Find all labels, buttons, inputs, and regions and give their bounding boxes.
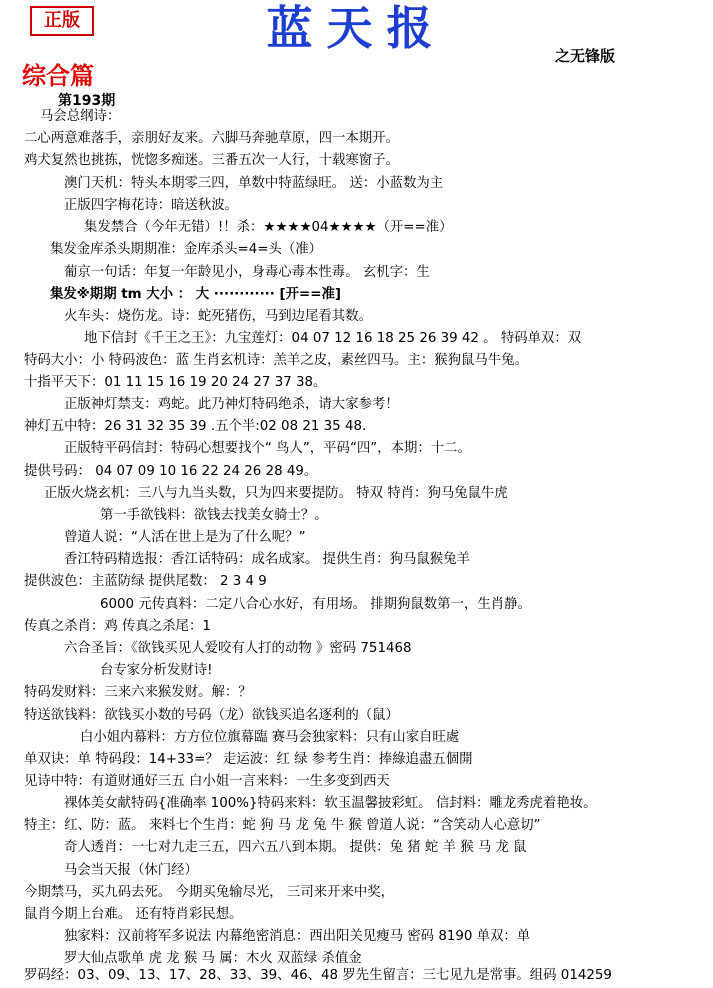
text-line: 六合圣旨：《欲钱买见人爱咬有人打的动物 》密码 751468	[64, 641, 412, 656]
text-line: 集发金库杀头期期准：金库杀头=4=头（准）	[50, 242, 322, 257]
text-line: 神灯五中特：26 31 32 35 39 .五个半:02 08 21 35 48.	[24, 419, 367, 434]
text-line: 提供波色：主蓝防绿 提供尾数： 2 3 4 9	[24, 574, 267, 589]
text-line: 罗大仙点歌单 虎 龙 猴 马 属：木火 双蓝绿 杀值金	[64, 951, 362, 966]
text-line: 马会总纲诗：	[40, 109, 121, 124]
newspaper-title: 蓝天报	[266, 1, 447, 55]
text-line: 白小姐内幕料：方方位位旗幕臨 赛马会独家料：只有山家自旺處	[80, 730, 460, 745]
text-line: 特主：红、防：蓝。 来料七个生肖：蛇 狗 马 龙 兔 牛 猴 曾道人说：“含笑动人心意切”	[24, 818, 541, 833]
text-line: 葡京一句话：年复一年龄见小，身毒心毒本性毒。 玄机字：生	[64, 265, 430, 280]
edition-badge: 正版	[30, 6, 94, 36]
text-line: 奇人透肖：一七对九走三五，四六五八到本期。 提供：兔 猪 蛇 羊 猴 马 龙 鼠	[64, 840, 527, 855]
text-line: 罗码经：03、09、13、17、28、33、39、46、48 罗先生留言：三七见九是常事。组码 014259	[24, 968, 612, 983]
section-title: 综合篇	[22, 61, 94, 90]
text-line: 集发※期期 tm 大小 ： 大 ············ [开==准]	[50, 287, 341, 302]
text-line: 香江特码精选报：香江话特码：成名成家。 提供生肖：狗马鼠猴兔羊	[64, 552, 470, 567]
text-line: 台专家分析发财诗!	[100, 663, 213, 678]
text-line: 鸡犬复然也挑拣，恍惚多痴迷。三番五次一人行，十载寒窗子。	[24, 153, 399, 168]
text-line: 单双诀：单 特码段：14+33=？ 走运波：红 绿 参考生肖：捧綠追盡五個開	[24, 752, 473, 767]
text-line: 正版四字梅花诗：暗送秋波。	[64, 198, 239, 213]
text-line: 澳门天机：特头本期零三四，单数中特蓝绿旺。 送：小蓝数为主	[64, 176, 444, 191]
text-line: 传真之杀肖：鸡 传真之杀尾：1	[24, 619, 211, 634]
text-line: 裸体美女献特码{准确率 100%}特码来料：软玉温馨披彩虹。 信封料：雕龙秀虎着艳妆。	[64, 796, 597, 811]
text-line: 火车头：烧伤龙。诗：蛇死猪伤，马到边尾看其数。	[64, 309, 372, 324]
text-line: 二心两意难落手，亲朋好友来。六脚马奔驰草原，四一本期开。	[24, 131, 399, 146]
text-line: 正版特平码信封：特码心想要找个“ 鸟人”，平码“四”，本期：十二。	[64, 441, 471, 456]
text-line: 地下信封《千王之王》：九宝莲灯：04 07 12 16 18 25 26 39 42 。 特码单双：双	[84, 331, 582, 346]
text-line: 曾道人说：“人活在世上是为了什么呢？”	[64, 530, 306, 545]
issue-number: 第193期	[58, 93, 116, 109]
text-line: 集发禁合（今年无错）!！杀：★★★★04★★★★（开==准）	[84, 220, 453, 235]
text-line: 第一手欲钱料：欲钱去找美女骑士？。	[100, 508, 328, 523]
text-line: 特码发财料：三来六来猴发财。解：？	[24, 685, 252, 700]
text-line: 正版神灯禁支：鸡蛇。此乃神灯特码绝杀，请大家参考！	[64, 397, 399, 412]
text-line: 提供号码： 04 07 09 10 16 22 24 26 28 49。	[24, 464, 318, 479]
text-line: 特码大小：小 特码波色：蓝 生肖玄机诗：羔羊之皮，素丝四马。主：猴狗鼠马牛兔。	[24, 353, 528, 368]
text-line: 独家料：汉前将军多说法 内幕绝密消息：西出阳关见瘦马 密码 8190 单双：单	[64, 929, 531, 944]
text-line: 马会当天报（休门经）	[64, 863, 198, 878]
text-line: 今期禁马，买九码去死。 今期买兔输尽光， 三司来开来中奖，	[24, 885, 395, 900]
text-line: 见诗中特：有道财通好三五 白小姐一言来料：一生多变到西天	[24, 774, 390, 789]
text-line: 鼠肖今期上台难。 还有特肖彩民想。	[24, 907, 243, 922]
text-line: 正版火烧玄机：三八与九当头数，只为四来要提防。 特双 特肖：狗马兔鼠牛虎	[44, 486, 508, 501]
text-line: 十指平天下：01 11 15 16 19 20 24 27 37 38。	[24, 375, 327, 390]
text-line: 6000 元传真料：二定八合心水好，有用场。 排期狗鼠数第一，生肖静。	[100, 597, 531, 612]
edition-label: 之无锋版	[555, 47, 616, 65]
text-line: 特送欲钱料：欲钱买小数的号码（龙）欲钱买追名逐利的（鼠）	[24, 708, 399, 723]
